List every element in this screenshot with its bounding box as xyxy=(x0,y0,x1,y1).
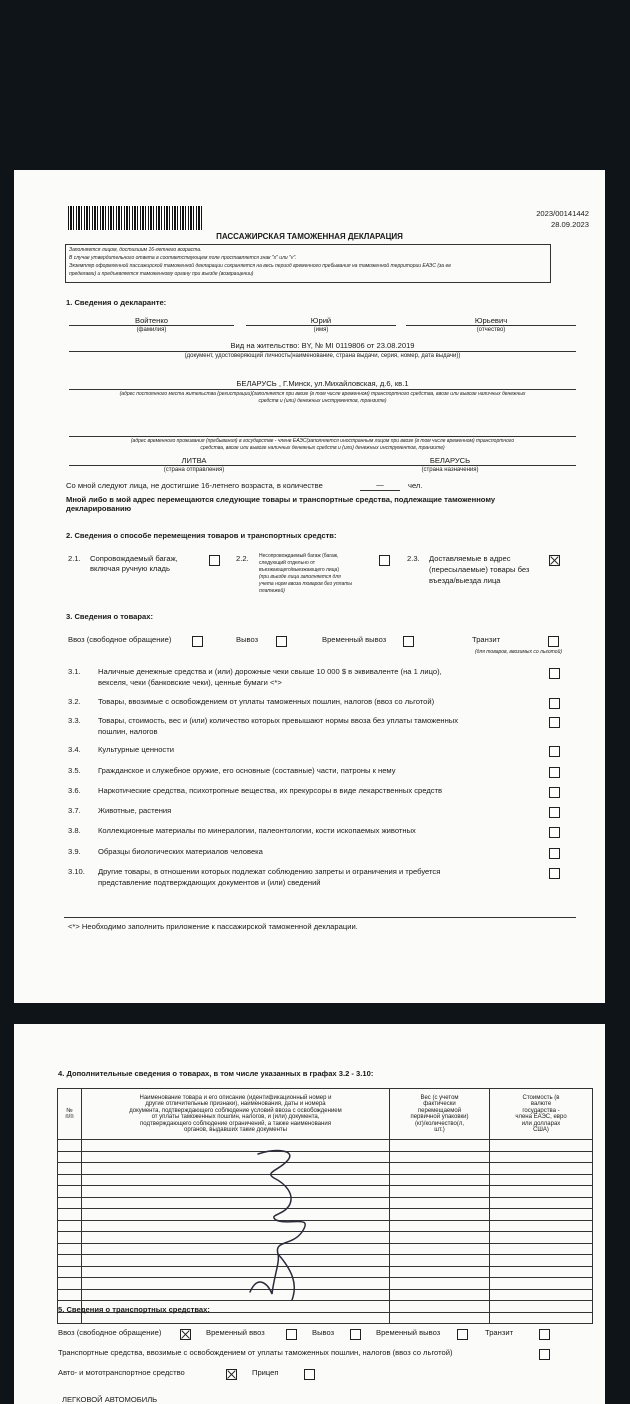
item-3-8-checkbox[interactable] xyxy=(549,827,560,838)
item-3-7-checkbox[interactable] xyxy=(549,807,560,818)
transit-checkbox[interactable] xyxy=(539,1329,550,1340)
header-text: № xyxy=(66,1107,73,1114)
address-value: БЕЛАРУСЬ , Г.Минск, ул.Михайловская, д.6, кв.1 xyxy=(236,379,409,388)
temp-address-caption: средства, ввозе или вывозе наличных денежных средств и (или) денежных инструментов, транзите) xyxy=(200,445,445,451)
table-cell[interactable] xyxy=(390,1278,490,1290)
item-text: представление подтверждающих документов и (или) сведений xyxy=(98,878,321,887)
table-cell[interactable] xyxy=(390,1186,490,1198)
table-cell[interactable] xyxy=(58,1197,82,1209)
vehicle-type-value: ЛЕГКОВОЙ АВТОМОБИЛЬ xyxy=(62,1395,158,1404)
instruction-line: Заполняется лицом, достигшим 16-летнего возраста. xyxy=(69,247,202,253)
instruction-line: В случае утвердительного ответа в соответствующем поле проставляется знак "x" или "v". xyxy=(69,255,297,261)
table-cell[interactable] xyxy=(490,1186,593,1198)
instructions-box xyxy=(65,244,551,283)
temp-export-label: Временный вывоз xyxy=(322,635,387,644)
temp-export-label: Временный вывоз xyxy=(376,1328,441,1337)
item-text: Животные, растения xyxy=(98,806,172,815)
table-cell[interactable] xyxy=(390,1301,490,1313)
minors-suffix: чел. xyxy=(408,481,423,490)
col-cost-header xyxy=(490,1089,593,1140)
table-cell[interactable] xyxy=(390,1163,490,1175)
transit-note: (для товаров, ввозимых со льготой) xyxy=(475,649,563,655)
surname-line xyxy=(69,325,234,326)
section4-heading: 4. Дополнительные сведения о товарах, в том числе указанных в графах 3.2 - 3.10: xyxy=(58,1069,374,1078)
declaration-title: ПАССАЖИРСКАЯ ТАМОЖЕННАЯ ДЕКЛАРАЦИЯ xyxy=(216,232,403,241)
temp-address-line xyxy=(69,436,576,437)
option-2-3-label: Доставляемые в адрес xyxy=(429,554,511,563)
export-label: Вывоз xyxy=(236,635,259,644)
item-number: 3.2. xyxy=(68,697,81,706)
item-text: Наличные денежные средства и (или) дорожные чеки свыше 10 000 $ в эквиваленте (на 1 лицо), xyxy=(98,667,442,676)
address-caption: средств и (или) денежных инструментов, транзите) xyxy=(258,398,387,404)
option-2-2-note: (при въезде лица заполняется для xyxy=(259,574,341,580)
header-text: подтверждающего соблюдение ограничений, а также наименования xyxy=(140,1120,331,1127)
import-free-checkbox[interactable] xyxy=(192,636,203,647)
declaration-page-1 xyxy=(14,170,605,1003)
table-cell[interactable] xyxy=(490,1312,593,1324)
table-cell[interactable] xyxy=(390,1266,490,1278)
transit-checkbox[interactable] xyxy=(548,636,559,647)
transit-label: Транзит xyxy=(472,635,501,644)
item-number: 3.5. xyxy=(68,766,81,775)
table-cell[interactable] xyxy=(390,1289,490,1301)
exempt-checkbox[interactable] xyxy=(539,1349,550,1360)
item-number: 3.9. xyxy=(68,847,81,856)
trailer-checkbox[interactable] xyxy=(304,1369,315,1380)
item-number: 3.8. xyxy=(68,826,81,835)
table-cell[interactable] xyxy=(490,1266,593,1278)
table-cell[interactable] xyxy=(58,1232,82,1244)
temp-import-label: Временный ввоз xyxy=(206,1328,265,1337)
table-cell[interactable] xyxy=(490,1278,593,1290)
header-text: перемещаемой xyxy=(417,1107,462,1114)
option-2-1-label: Сопровождаемый багаж, xyxy=(90,554,178,563)
patronymic-caption: (отчество) xyxy=(476,327,506,333)
temp-address-caption: (адрес временного проживания (пребывания) в государстве - члене ЕАЭС(заполняется иностранным лицом при ввозе (в том числе временном) транспортного xyxy=(130,438,515,444)
header-text: (кг)/количество(л, xyxy=(414,1120,465,1127)
item-3-2-checkbox[interactable] xyxy=(549,698,560,709)
table-cell[interactable] xyxy=(490,1197,593,1209)
table-cell[interactable] xyxy=(390,1174,490,1186)
goods-statement: Мной либо в мой адрес перемещаются следующие товары и транспортные средства, подлежащие таможенному декларированию xyxy=(66,495,496,513)
countries-line xyxy=(69,465,576,466)
surname-caption: (фамилия) xyxy=(136,327,167,333)
export-checkbox[interactable] xyxy=(350,1329,361,1340)
table-cell[interactable] xyxy=(490,1289,593,1301)
header-text: шт.) xyxy=(434,1127,445,1133)
header-text: документа, подтверждающего соблюдение условий ввоза с освобождением xyxy=(129,1107,342,1114)
header-text: члена ЕАЭС, евро xyxy=(515,1114,567,1120)
item-3-1-checkbox[interactable] xyxy=(549,668,560,679)
temp-export-checkbox[interactable] xyxy=(457,1329,468,1340)
col-weight-header xyxy=(390,1089,490,1140)
header-text: или долларах xyxy=(521,1120,561,1127)
item-number: 3.7. xyxy=(68,806,81,815)
export-checkbox[interactable] xyxy=(276,636,287,647)
table-cell[interactable] xyxy=(58,1220,82,1232)
import-free-checkbox-checked[interactable] xyxy=(180,1329,191,1340)
col-number-header xyxy=(58,1089,82,1140)
identity-document-caption: (документ, удостоверяющий личность(наименование, страна выдачи, серия, номер, дата выдачи)) xyxy=(184,353,461,359)
import-free-label: Ввоз (свободное обращение) xyxy=(68,635,172,644)
section2-heading: 2. Сведения о способе перемещения товаров и транспортных средств: xyxy=(66,531,337,540)
address-line xyxy=(69,389,576,390)
country-to-value: БЕЛАРУСЬ xyxy=(429,456,471,465)
table-cell[interactable] xyxy=(490,1232,593,1244)
option-2-3-number: 2.3. xyxy=(407,554,420,563)
footnote: <*> Необходимо заполнить приложение к пассажирской таможенной декларации. xyxy=(68,922,358,931)
header-text: п/п xyxy=(65,1114,74,1120)
option-2-2-label: въезжающего/выезжающего лица) xyxy=(259,567,340,573)
temp-export-checkbox[interactable] xyxy=(403,636,414,647)
item-text: Другие товары, в отношении которых подлежат соблюдению запреты и ограничения и требуется xyxy=(98,867,441,876)
table-cell[interactable] xyxy=(490,1151,593,1163)
option-2-2-label: следующий отдельно от xyxy=(259,560,316,566)
section5-heading: 5. Сведения о транспортных средствах: xyxy=(58,1305,210,1314)
minors-prefix: Со мной следуют лица, не достигшие 16-летнего возраста, в количестве xyxy=(66,481,323,490)
item-3-3-checkbox[interactable] xyxy=(549,717,560,728)
table-cell[interactable] xyxy=(58,1209,82,1221)
option-2-1-label: включая ручную кладь xyxy=(90,564,170,573)
header-text: от уплаты таможенных пошлин, налогов, и (или) документа, xyxy=(151,1114,320,1120)
table-cell[interactable] xyxy=(490,1243,593,1255)
item-text: Наркотические средства, психотропные вещества, их прекурсоры в виде лекарственных средств xyxy=(98,786,443,795)
table-cell[interactable] xyxy=(490,1209,593,1221)
name-value: Юрий xyxy=(310,316,332,325)
patronymic-value: Юрьевич xyxy=(474,316,508,325)
header-text: органов, выдавших такие документы xyxy=(184,1127,287,1133)
minors-count-line xyxy=(360,490,400,491)
item-number: 3.6. xyxy=(68,786,81,795)
item-text: Товары, стоимость, вес и (или) количество которых превышают нормы ввоза без уплаты таможенных xyxy=(98,716,459,725)
table-cell[interactable] xyxy=(58,1140,82,1152)
header-text: первичной упаковки) xyxy=(410,1114,469,1120)
item-number: 3.3. xyxy=(68,716,81,725)
table-cell[interactable] xyxy=(390,1197,490,1209)
import-free-label: Ввоз (свободное обращение) xyxy=(58,1328,162,1337)
address-caption: (адрес постоянного места жительства (регистрации)(заполняется при ввозе (в том числе временном) транспортного средства, ввозе или вывозе наличных денежных xyxy=(119,391,526,397)
header-text: Наименование товара и его описание (идентификационный номер и xyxy=(139,1094,332,1101)
item-3-4-checkbox[interactable] xyxy=(549,746,560,757)
item-3-6-checkbox[interactable] xyxy=(549,787,560,798)
exempt-label: Транспортные средства, ввозимые с освобождением от уплаты таможенных пошлин, налогов (ввоз со льготой) xyxy=(58,1348,453,1357)
header-text: США) xyxy=(533,1127,549,1133)
table-cell[interactable] xyxy=(490,1163,593,1175)
col-description-header xyxy=(82,1089,390,1140)
option-2-3-label: въезда/выезда лица xyxy=(429,576,501,585)
table-cell[interactable] xyxy=(58,1174,82,1186)
table-cell[interactable] xyxy=(58,1278,82,1290)
item-3-9-checkbox[interactable] xyxy=(549,848,560,859)
instruction-line: пределами) и предъявляется таможенному органу при въезде (возвращении) xyxy=(69,271,254,277)
item-text: Коллекционные материалы по минералогии, палеонтологии, кости ископаемых животных xyxy=(98,826,416,835)
country-to-caption: (страна назначения) xyxy=(421,467,479,473)
footnote-divider xyxy=(64,917,576,918)
table-cell[interactable] xyxy=(390,1140,490,1152)
header-text: государства - xyxy=(522,1107,560,1114)
table-cell[interactable] xyxy=(390,1220,490,1232)
option-2-2-note: учета норм ввоза товаров без уплаты xyxy=(259,581,353,587)
barcode xyxy=(68,206,202,230)
option-2-3-checkbox-checked[interactable] xyxy=(549,555,560,566)
instruction-line: Экземпляр оформленной пассажирской таможенной декларации сохраняется на весь период временного пребывания на таможенной территории ЕАЭС (за ее xyxy=(69,263,452,269)
header-text: фактически xyxy=(423,1101,456,1107)
table-cell[interactable] xyxy=(58,1243,82,1255)
table-cell[interactable] xyxy=(490,1140,593,1152)
auto-checkbox-checked[interactable] xyxy=(226,1369,237,1380)
transit-label: Транзит xyxy=(485,1328,514,1337)
identity-document-line xyxy=(69,351,576,352)
item-3-10-checkbox[interactable] xyxy=(549,868,560,879)
item-number: 3.4. xyxy=(68,745,81,754)
table-cell[interactable] xyxy=(490,1220,593,1232)
header-text: Стоимость (в xyxy=(522,1094,560,1101)
option-2-2-note: платежей) xyxy=(259,588,285,594)
header-text: валюте xyxy=(530,1101,552,1107)
item-text: векселя, чеки (банковские чеки), ценные бумаги <*> xyxy=(98,678,282,687)
surname-value: Войтенко xyxy=(135,316,168,325)
identity-document-value: Вид на жительство: BY, № MI 0119806 от 23.08.2019 xyxy=(230,341,415,350)
declaration-page-2 xyxy=(14,1024,605,1404)
auto-label: Авто- и мототранспортное средство xyxy=(58,1368,185,1377)
section3-heading: 3. Сведения о товарах: xyxy=(66,612,153,621)
country-from-caption: (страна отправления) xyxy=(163,467,225,473)
table-cell[interactable] xyxy=(390,1209,490,1221)
table-cell[interactable] xyxy=(390,1232,490,1244)
country-from-value: ЛИТВА xyxy=(181,456,207,465)
name-caption: (имя) xyxy=(313,327,329,333)
table-cell[interactable] xyxy=(390,1243,490,1255)
item-text: пошлин, налогов xyxy=(98,727,158,736)
option-2-1-checkbox[interactable] xyxy=(209,555,220,566)
export-label: Вывоз xyxy=(312,1328,335,1337)
table-cell[interactable] xyxy=(58,1266,82,1278)
trailer-label: Прицеп xyxy=(252,1368,279,1377)
minors-count: — xyxy=(376,480,384,489)
option-2-2-checkbox[interactable] xyxy=(379,555,390,566)
item-number: 3.1. xyxy=(68,667,81,676)
table-cell[interactable] xyxy=(390,1151,490,1163)
section1-heading: 1. Сведения о декларанте: xyxy=(66,298,167,307)
item-text: Гражданское и служебное оружие, его основные (составные) части, патроны к нему xyxy=(98,766,396,775)
table-cell[interactable] xyxy=(490,1174,593,1186)
table-cell[interactable] xyxy=(58,1151,82,1163)
header-text: другие отличительные признаки), наименования, даты и номера xyxy=(145,1101,326,1107)
document-number: 2023/00141442 xyxy=(536,209,589,218)
table-cell[interactable] xyxy=(58,1255,82,1267)
table-cell[interactable] xyxy=(390,1255,490,1267)
item-text: Товары, ввозимые с освобождением от уплаты таможенных пошлин, налогов (ввоз со льготой) xyxy=(98,697,435,706)
item-text: Образцы биологических материалов человека xyxy=(98,847,263,856)
option-2-3-label: (пересылаемые) товары без xyxy=(429,565,530,574)
table-cell[interactable] xyxy=(490,1301,593,1313)
item-text: Культурные ценности xyxy=(98,745,174,754)
document-date: 28.09.2023 xyxy=(550,220,589,229)
strike-through-mark xyxy=(244,1144,354,1309)
table-cell[interactable] xyxy=(58,1163,82,1175)
patronymic-line xyxy=(406,325,576,326)
option-2-2-number: 2.2. xyxy=(236,554,249,563)
item-3-5-checkbox[interactable] xyxy=(549,767,560,778)
table-cell[interactable] xyxy=(58,1289,82,1301)
header-text: Вес (с учетом xyxy=(420,1094,459,1101)
item-number: 3.10. xyxy=(68,867,85,876)
table-cell[interactable] xyxy=(58,1186,82,1198)
option-2-1-number: 2.1. xyxy=(68,554,81,563)
table-cell[interactable] xyxy=(490,1255,593,1267)
name-line xyxy=(246,325,396,326)
goods-table-header xyxy=(58,1089,593,1140)
table-cell[interactable] xyxy=(390,1312,490,1324)
temp-import-checkbox[interactable] xyxy=(286,1329,297,1340)
option-2-2-label: Несопровождаемый багаж (багаж, xyxy=(259,553,339,559)
